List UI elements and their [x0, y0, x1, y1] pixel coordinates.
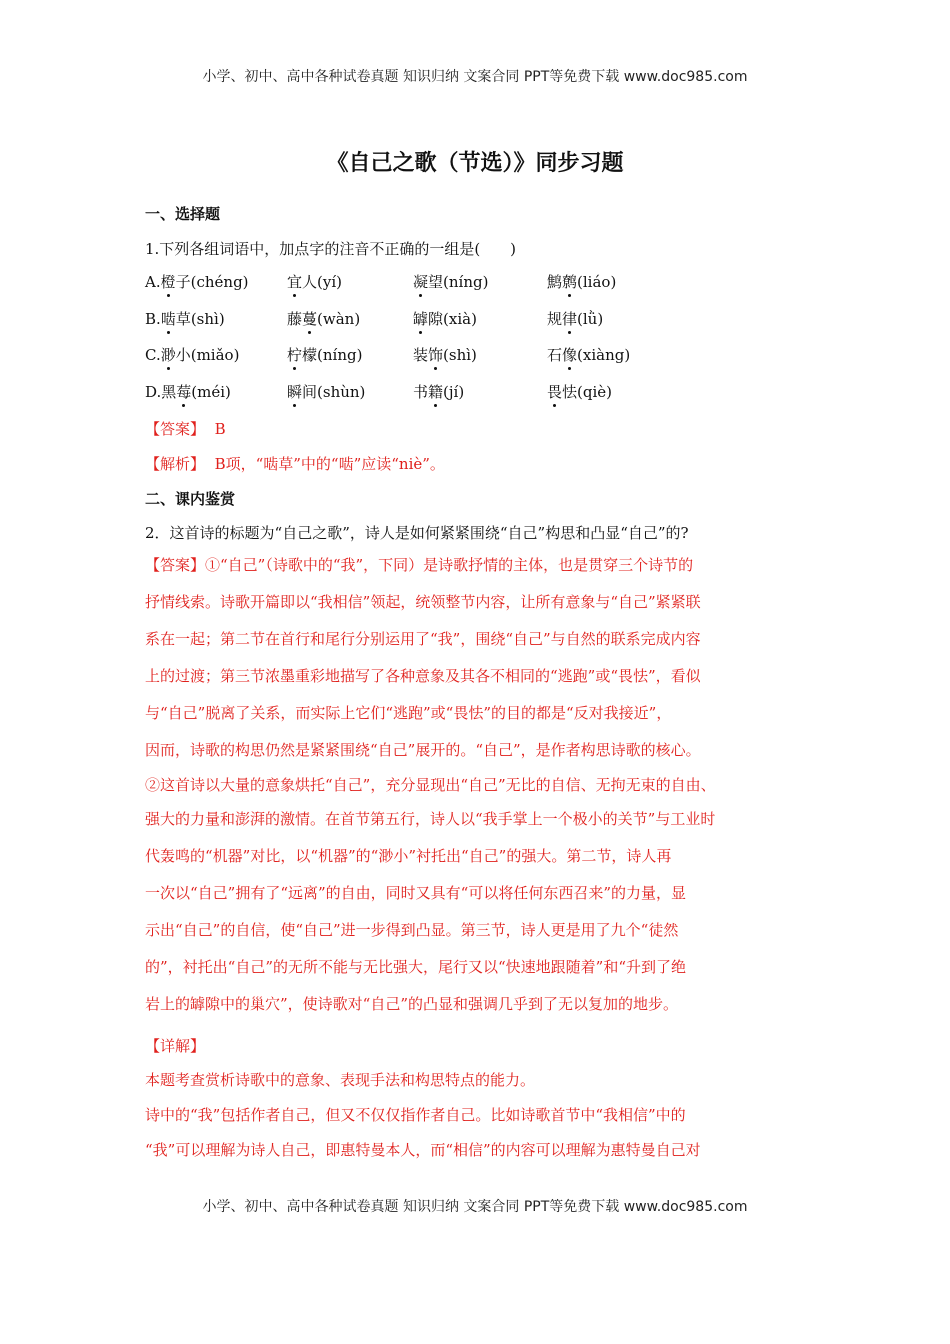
- answer-2-line: 抒情线索。诗歌开篇即以“我相信”领起，统领整节内容，让所有意象与“自己”紧紧联: [145, 593, 701, 611]
- detail-line: 本题考查赏析诗歌中的意象、表现手法和构思特点的能力。: [145, 1071, 536, 1089]
- page-header: 小学、初中、高中各种试卷真题 知识归纳 文案合同 PPT等免费下载 www.doc985.com: [202, 69, 748, 85]
- answer-2-line: ②这首诗以大量的意象烘托“自己”，充分显现出“自己”无比的自信、无拘无束的自由、: [145, 776, 716, 794]
- detail-text: [145, 1063, 810, 1168]
- option-b-2: 藤蔓(wàn): [287, 310, 361, 328]
- option-a-1: A.橙子(chéng): [145, 273, 249, 291]
- option-c-3: 装饰(shì): [413, 346, 477, 364]
- option-a-3: 凝望(níng): [413, 273, 489, 291]
- option-b-4: 规律(lǜ): [547, 310, 604, 328]
- analysis-1: [145, 453, 445, 474]
- detail-line: 诗中的“我”包括作者自己，但又不仅仅指作者自己。比如诗歌首节中“我相信”中的: [145, 1106, 686, 1124]
- answer-2: [145, 547, 810, 1023]
- answer-2-line: 因而，诗歌的构思仍然是紧紧围绕“自己”展开的。“自己”，是作者构思诗歌的核心。: [145, 741, 701, 759]
- answer-2-line: 与“自己”脱离了关系，而实际上它们“逃跑”或“畏怯”的目的都是“反对我接近”，: [145, 704, 672, 722]
- answer-1: [145, 418, 226, 439]
- answer-2-line: 示出“自己”的自信，使“自己”进一步得到凸显。第三节，诗人更是用了九个“徒然: [145, 921, 679, 939]
- question-2: 2．这首诗的标题为“自己之歌”，诗人是如何紧紧围绕“自己”构思和凸显“自己”的?: [145, 524, 689, 542]
- answer-2-line: 岩上的罅隙中的巢穴”，使诗歌对“自己”的凸显和强调几乎到了无以复加的地步。: [145, 995, 679, 1013]
- option-d-3: 书籍(jí): [413, 383, 465, 401]
- option-d-1: D.黑莓(méi): [145, 383, 231, 401]
- option-a-4: 鹪鹩(liáo): [547, 273, 617, 291]
- answer-2-line: 代轰鸣的“机器”对比，以“机器”的“渺小”衬托出“自己”的强大。第二节，诗人再: [145, 847, 672, 865]
- page-footer: 小学、初中、高中各种试卷真题 知识归纳 文案合同 PPT等免费下载 www.doc985.com: [202, 1199, 748, 1215]
- answer-2-line: 【答案】①“自己”（诗歌中的“我”，下同）是诗歌抒情的主体，也是贯穿三个诗节的: [145, 556, 694, 574]
- option-b-3: 罅隙(xià): [413, 310, 477, 328]
- question-1: 1.下列各组词语中，加点字的注音不正确的一组是( ): [145, 240, 517, 258]
- page-title: 《自己之歌（节选）》同步习题: [326, 151, 624, 176]
- answer-2-line: 的”，衬托出“自己”的无所不能与无比强大，尾行又以“快速地跟随着”和“升到了绝: [145, 958, 687, 976]
- detail-line: “我”可以理解为诗人自己，即惠特曼本人，而“相信”的内容可以理解为惠特曼自己对: [145, 1141, 701, 1159]
- answer-2-line: 上的过渡；第三节浓墨重彩地描写了各种意象及其各不相同的“逃跑”或“畏怯”，看似: [145, 667, 701, 685]
- option-b-1: B.啮草(shì): [145, 310, 225, 328]
- answer-2-line: 强大的力量和澎湃的激情。在首节第五行，诗人以“我手掌上一个极小的关节”与工业时: [145, 810, 716, 828]
- option-c-4: 石像(xiàng): [547, 346, 631, 364]
- detail-label: 【详解】: [145, 1037, 206, 1055]
- option-a-2: 宜人(yí): [287, 273, 342, 291]
- answer-2-line: 系在一起；第二节在首行和尾行分别运用了“我”，围绕“自己”与自然的联系完成内容: [145, 630, 701, 648]
- analysis-1-text: B项，“啮草”中的“啮”应读“niè”。: [214, 455, 445, 473]
- option-c-1: C.渺小(miǎo): [145, 346, 240, 364]
- section-heading-appreciation: 二、课内鉴赏: [145, 490, 236, 508]
- option-c-2: 柠檬(níng): [287, 346, 363, 364]
- answer-1-value: B: [214, 420, 226, 438]
- option-d-4: 畏怯(qiè): [547, 383, 612, 401]
- analysis-1-label: 【解析】: [145, 455, 206, 473]
- option-d-2: 瞬间(shùn): [287, 383, 366, 401]
- section-heading-choice: 一、选择题: [145, 205, 221, 223]
- answer-2-line: 一次以“自己”拥有了“远离”的自由，同时又具有“可以将任何东西召来”的力量，显: [145, 884, 687, 902]
- answer-1-label: 【答案】: [145, 420, 206, 438]
